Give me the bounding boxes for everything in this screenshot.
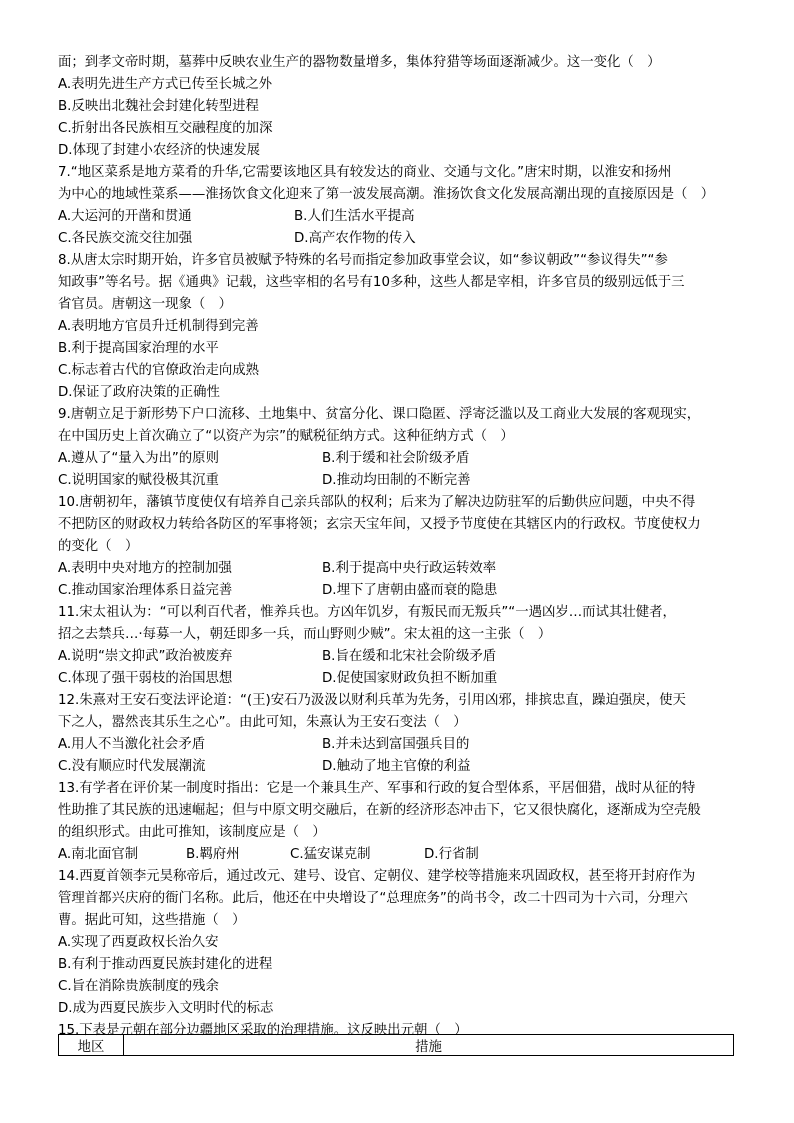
question-stem-line: 为中心的地域性菜系——淮扬饮食文化迎来了第一波发展高潮。淮扬饮食文化发展高潮出现的直接原因是（ ） <box>58 187 715 202</box>
option-a[interactable]: A.大运河的开凿和贯通 <box>58 209 192 224</box>
question-stem-line: 12.朱熹对王安石变法评论道：“(王)安石乃汲汲以财利兵革为先务，引用凶邪，排摈忠直，躁迫强戾，使天 <box>58 693 686 708</box>
question-stem-line: 招之去禁兵…·每募一人，朝廷即多一兵，而山野则少贼”。宋太祖的这一主张（ ） <box>58 627 552 642</box>
measures-table <box>58 1034 734 1056</box>
option-c[interactable]: C.旨在消除贵族制度的残余 <box>58 979 219 994</box>
question-stem-line: 9.唐朝立足于新形势下户口流移、土地集中、贫富分化、课口隐匿、浮寄泛滥以及工商业大发展的客观现实， <box>58 407 701 422</box>
table-header-row <box>59 1035 734 1056</box>
question-7 <box>58 162 738 250</box>
question-13 <box>58 778 738 866</box>
option-c[interactable]: C.推动国家治理体系日益完善 <box>58 583 233 598</box>
question-stem-line: 13.有学者在评价某一制度时指出：它是一个兼具生产、军事和行政的复合型体系，平居佃猎，战时从征的特 <box>58 781 696 796</box>
table-header-region: 地区 <box>59 1035 124 1056</box>
option-d[interactable]: D.成为西夏民族步入文明时代的标志 <box>58 1001 274 1016</box>
question-6 <box>58 52 738 162</box>
question-stem-line: 14.西夏首领李元昊称帝后，通过改元、建号、设官、定朝仪、建学校等措施来巩固政权，甚至将开封府作为 <box>58 869 696 884</box>
exam-page <box>58 52 738 1042</box>
option-b[interactable]: B.人们生活水平提高 <box>294 209 415 224</box>
option-d[interactable]: D.保证了政府决策的正确性 <box>58 385 220 400</box>
option-d[interactable]: D.促使国家财政负担不断加重 <box>322 671 498 686</box>
option-b[interactable]: B.利于提高国家治理的水平 <box>58 341 219 356</box>
option-a[interactable]: A.南北面官制 <box>58 847 139 862</box>
question-stem-line: 省官员。唐朝这一现象（ ） <box>58 297 233 312</box>
option-b[interactable]: B.旨在缓和北宋社会阶级矛盾 <box>322 649 497 664</box>
question-stem-line: 7.“地区菜系是地方菜肴的升华,它需要该地区具有较发达的商业、交通与文化。”唐宋时期，以淮安和扬州 <box>58 165 672 180</box>
option-c[interactable]: C.标志着古代的官僚政治走向成熟 <box>58 363 260 378</box>
question-stem-line: 性助推了其民族的迅速崛起；但与中原文明交融后，在新的经济形态冲击下，它又很快腐化，逐渐成为空壳般 <box>58 803 701 818</box>
option-c[interactable]: C.猛安谋克制 <box>290 847 371 862</box>
option-c[interactable]: C.折射出各民族相互交融程度的加深 <box>58 121 273 136</box>
question-stem-line: 管理首都兴庆府的衙门名称。此后，他还在中央增设了“总理庶务”的尚书令，改二十四司为十六司，分理六 <box>58 891 688 906</box>
question-stem-line: 知政事”等名号。据《通典》记载，这些宰相的名号有10多种，这些人都是宰相，许多官员的级别远低于三 <box>58 275 685 290</box>
option-b[interactable]: B.有利于推动西夏民族封建化的进程 <box>58 957 273 972</box>
option-a[interactable]: A.表明中央对地方的控制加强 <box>58 561 232 576</box>
question-stem-line: 的组织形式。由此可推知，该制度应是（ ） <box>58 825 326 840</box>
option-b[interactable]: B.反映出北魏社会封建化转型进程 <box>58 99 259 114</box>
option-a[interactable]: A.说明“崇文抑武”政治被废弃 <box>58 649 233 664</box>
option-c[interactable]: C.没有顺应时代发展潮流 <box>58 759 206 774</box>
question-8 <box>58 250 738 404</box>
question-stem-line: 不把防区的财政权力转给各防区的军事将领；玄宗天宝年间，又授予节度使在其辖区内的行政权。节度使权力 <box>58 517 701 532</box>
option-c[interactable]: C.说明国家的赋役极其沉重 <box>58 473 219 488</box>
question-stem-line: 曹。据此可知，这些措施（ ） <box>58 913 246 928</box>
question-stem-line: 10.唐朝初年，藩镇节度使仅有培养自己亲兵部队的权利；后来为了解决边防驻军的后勤供应问题，中央不得 <box>58 495 696 510</box>
option-d[interactable]: D.触动了地主官僚的利益 <box>322 759 471 774</box>
option-d[interactable]: D.推动均田制的不断完善 <box>322 473 471 488</box>
option-a[interactable]: A.用人不当激化社会矛盾 <box>58 737 206 752</box>
option-d[interactable]: D.行省制 <box>424 847 479 862</box>
question-14 <box>58 866 738 1020</box>
option-c[interactable]: C.体现了强干弱枝的治国思想 <box>58 671 233 686</box>
option-d[interactable]: D.高产农作物的传入 <box>294 231 416 246</box>
question-10 <box>58 492 738 602</box>
option-a[interactable]: A.表明地方官员升迁机制得到完善 <box>58 319 259 334</box>
question-12 <box>58 690 738 778</box>
question-stem-line: 下之人，嚣然丧其乐生之心”。由此可知，朱熹认为王安石变法（ ） <box>58 715 467 730</box>
option-b[interactable]: B.利于缓和社会阶级矛盾 <box>322 451 470 466</box>
question-stem-line: 8.从唐太宗时期开始，许多官员被赋予特殊的名号而指定参加政事堂会议，如“参议朝政”“参议得失”“参 <box>58 253 668 268</box>
table-header-measures: 措施 <box>124 1035 734 1056</box>
option-a[interactable]: A.实现了西夏政权长治久安 <box>58 935 219 950</box>
question-stem-line: 面；到孝文帝时期，墓葬中反映农业生产的器物数量增多，集体狩猎等场面逐渐减少。这一变化（ ） <box>58 55 661 70</box>
question-stem-line: 15.下表是元朝在部分边疆地区采取的治理措施。这反映出元朝（ ） <box>58 1023 468 1038</box>
option-d[interactable]: D.埋下了唐朝由盛而衰的隐患 <box>322 583 498 598</box>
question-stem-line: 在中国历史上首次确立了“以资产为宗”的赋税征纳方式。这种征纳方式（ ） <box>58 429 514 444</box>
option-c[interactable]: C.各民族交流交往加强 <box>58 231 193 246</box>
option-b[interactable]: B.羁府州 <box>186 847 240 862</box>
question-stem-line: 11.宋太祖认为：“可以利百代者，惟养兵也。方凶年饥岁，有叛民而无叛兵”“一遇凶岁…而试其壮健者， <box>58 605 676 620</box>
option-a[interactable]: A.遵从了“量入为出”的原则 <box>58 451 219 466</box>
option-b[interactable]: B.并未达到富国强兵目的 <box>322 737 470 752</box>
option-b[interactable]: B.利于提高中央行政运转效率 <box>322 561 497 576</box>
question-9 <box>58 404 738 492</box>
option-a[interactable]: A.表明先进生产方式已传至长城之外 <box>58 77 273 92</box>
option-d[interactable]: D.体现了封建小农经济的快速发展 <box>58 143 261 158</box>
question-11 <box>58 602 738 690</box>
question-stem-line: 的变化（ ） <box>58 539 139 554</box>
